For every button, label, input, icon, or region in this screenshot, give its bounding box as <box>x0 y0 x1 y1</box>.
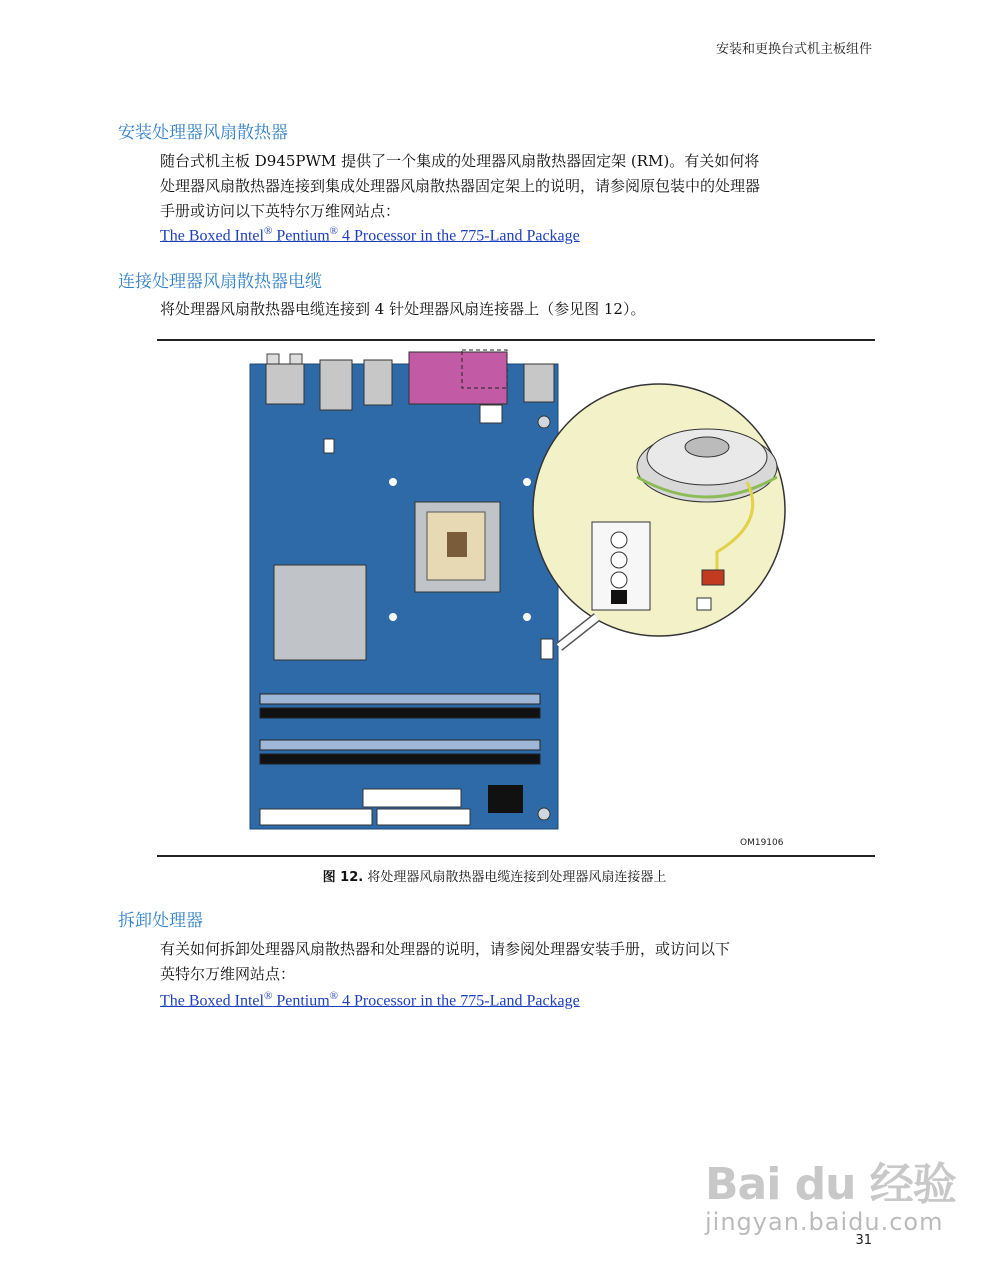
io-usb-lan-ports <box>320 360 352 410</box>
section-heading-connect-fan-cable: 连接处理器风扇散热器电缆 <box>118 272 322 292</box>
body-line: 有关如何拆卸处理器风扇散热器和处理器的说明，请参阅处理器安装手册，或访问以下 <box>160 940 731 958</box>
zoom-detail-circle <box>533 384 785 636</box>
page-number: 31 <box>855 1233 872 1248</box>
running-header: 安装和更换台式机主板组件 <box>715 42 872 57</box>
figure-bottom-rule <box>157 855 875 857</box>
io-controller-chip <box>488 785 523 813</box>
body-line: 英特尔万维网站点： <box>160 965 296 983</box>
baidu-watermark-url: jingyan.baidu.com <box>705 1208 944 1236</box>
section-heading-install-fan-heatsink: 安装处理器风扇散热器 <box>118 123 288 143</box>
io-ps2-ports <box>266 364 304 404</box>
chipset-heatsink <box>274 565 366 660</box>
body-line: 手册或访问以下英特尔万维网站点： <box>160 202 401 220</box>
figure-top-rule <box>157 339 875 341</box>
body-line: 处理器风扇散热器连接到集成处理器风扇散热器固定架上的说明，请参阅原包装中的处理器 <box>160 177 761 195</box>
boxed-processor-link-2[interactable]: The Boxed Intel® Pentium® 4 Processor in the 775-Land Package <box>160 990 580 1010</box>
motherboard-fan-connector-figure <box>157 342 875 857</box>
boxed-processor-link-1[interactable]: The Boxed Intel® Pentium® 4 Processor in the 775-Land Package <box>160 225 580 245</box>
section-heading-remove-processor: 拆卸处理器 <box>118 911 203 931</box>
fan-cable-plug <box>702 570 724 585</box>
figure-caption: 图 12. 将处理器风扇散热器电缆连接到处理器风扇连接器上 <box>322 870 667 885</box>
io-parallel-port <box>409 352 507 404</box>
power-connector-4pin <box>480 405 502 423</box>
figure-id-code: OM19106 <box>740 838 784 848</box>
section-body-connect-fan-cable <box>160 297 880 322</box>
processor-fan-header <box>541 639 553 659</box>
section-body-remove-processor <box>160 937 880 987</box>
atx-power-connector <box>363 789 461 807</box>
body-line: 将处理器风扇散热器电缆连接到 4 针处理器风扇连接器上（参见图 12）。 <box>160 300 646 318</box>
section-body-install-fan-heatsink <box>160 149 880 224</box>
baidu-watermark-logo: Bai du 经验 <box>705 1159 956 1210</box>
io-audio-ports <box>524 364 554 402</box>
io-usb-ports <box>364 360 392 405</box>
body-line: 随台式机主板 D945PWM 提供了一个集成的处理器风扇散热器固定架 (RM)。有关如何将 <box>160 152 760 170</box>
